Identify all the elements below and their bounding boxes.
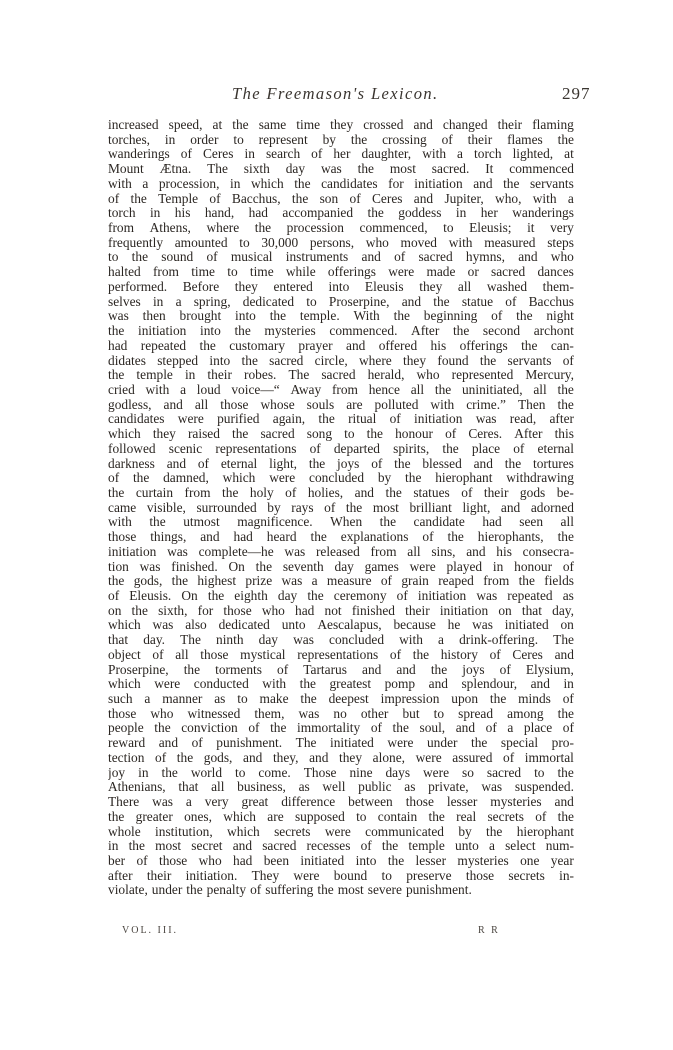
text-line: was then brought into the temple. With the beginning of the night: [108, 309, 574, 324]
text-line: ber of those who had been initiated into the lesser mysteries one year: [108, 853, 574, 868]
text-line: such a manner as to make the deepest impression upon the minds of: [108, 692, 574, 707]
text-line: joy in the world to come. Those nine days were so sacred to the: [108, 765, 574, 780]
text-line: tion was finished. On the seventh day games were played in honour of: [108, 559, 574, 574]
text-line: on the sixth, for those who had not finished their initiation on that day,: [108, 603, 574, 618]
text-line: cried with a loud voice—“ Away from hence all the uninitiated, all the: [108, 382, 574, 397]
text-line: torches, in order to represent by the crossing of their flames the: [108, 132, 574, 147]
text-line: after their initiation. They were bound to preserve those secrets in-: [108, 868, 574, 883]
text-line: from Athens, where the procession commenced, to Eleusis; it very: [108, 221, 574, 236]
text-line: Mount Ætna. The sixth day was the most sacred. It commenced: [108, 162, 574, 177]
text-line: reward and of punishment. The initiated were under the special pro-: [108, 736, 574, 751]
text-line: had repeated the customary prayer and offered his offerings the can-: [108, 338, 574, 353]
signature-mark: R R: [478, 925, 500, 936]
text-line: godless, and all those whose souls are polluted with crime.” Then the: [108, 397, 574, 412]
text-line: to the sound of musical instruments and of sacred hymns, and who: [108, 250, 574, 265]
text-line: of the Temple of Bacchus, the son of Ceres and Jupiter, who, with a: [108, 191, 574, 206]
text-line: Proserpine, the torments of Tartarus and and the joys of Elysium,: [108, 662, 574, 677]
text-line: candidates were purified again, the ritual of initiation was read, after: [108, 412, 574, 427]
text-line: didates stepped into the sacred circle, where they found the servants of: [108, 353, 574, 368]
text-line: wanderings of Ceres in search of her daughter, with a torch lighted, at: [108, 147, 574, 162]
text-line: of the damned, which were concluded by the hierophant withdrawing: [108, 471, 574, 486]
running-title: The Freemason's Lexicon.: [232, 84, 439, 103]
text-line: There was a very great difference between those lesser mysteries and: [108, 795, 574, 810]
text-line: initiation was complete—he was released from all sins, and his consecra-: [108, 544, 574, 559]
text-line: came visible, surrounded by rays of the most brilliant light, and adorned: [108, 500, 574, 515]
body-text: [108, 118, 574, 898]
text-line: which were conducted with the greatest pomp and splendour, and in: [108, 677, 574, 692]
text-line: halted from time to time while offerings were made or sacred dances: [108, 265, 574, 280]
text-line: that day. The ninth day was concluded with a drink-offering. The: [108, 633, 574, 648]
text-line: with a procession, in which the candidates for initiation and the servants: [108, 176, 574, 191]
volume-label: VOL. III.: [122, 925, 179, 936]
text-line: those who witnessed them, was no other but to spread among the: [108, 706, 574, 721]
page-footer: [108, 925, 574, 939]
page-number: 297: [562, 84, 591, 103]
text-line: frequently amounted to 30,000 persons, who moved with measured steps: [108, 235, 574, 250]
text-line: which they raised the sacred song to the honour of Ceres. After this: [108, 427, 574, 442]
page-header: [0, 84, 673, 108]
text-line: darkness and of eternal light, the joys of the blessed and the tortures: [108, 456, 574, 471]
text-line: followed scenic representations of departed spirits, the place of eternal: [108, 441, 574, 456]
text-line: which was also dedicated unto Aescalapus, because he was initiated on: [108, 618, 574, 633]
text-line: tection of the gods, and they, and they alone, were assured of immortal: [108, 750, 574, 765]
text-line: of Eleusis. On the eighth day the ceremony of initiation was repeated as: [108, 589, 574, 603]
text-line: the curtain from the holy of holies, and the statues of their gods be-: [108, 485, 574, 500]
text-line: those things, and had heard the explanations of the hierophants, the: [108, 530, 574, 545]
text-line: selves in a spring, dedicated to Proserpine, and the statue of Bacchus: [108, 294, 574, 309]
text-line: increased speed, at the same time they crossed and changed their flaming: [108, 118, 574, 132]
text-line: object of all those mystical representations of the history of Ceres and: [108, 647, 574, 662]
text-line: the gods, the highest prize was a measure of grain reaped from the fields: [108, 574, 574, 589]
text-line: people the conviction of the immortality of the soul, and of a place of: [108, 721, 574, 736]
text-line: the temple in their robes. The sacred herald, who represented Mercury,: [108, 368, 574, 383]
text-line: in the most secret and sacred recesses of the temple unto a select num-: [108, 839, 574, 854]
text-line: Athenians, that all business, as well public as private, was suspended.: [108, 780, 574, 795]
text-line: with the utmost magnificence. When the candidate had seen all: [108, 515, 574, 530]
text-line: violate, under the penalty of suffering the most severe punishment.: [108, 883, 472, 898]
text-line: the initiation into the mysteries commenced. After the second archont: [108, 324, 574, 339]
text-line: torch in his hand, had accompanied the goddess in her wanderings: [108, 206, 574, 221]
text-line: the greater ones, which are supposed to contain the real secrets of the: [108, 809, 574, 824]
text-line: performed. Before they entered into Eleusis they all washed them-: [108, 279, 574, 294]
text-line: whole institution, which secrets were communicated by the hierophant: [108, 824, 574, 839]
